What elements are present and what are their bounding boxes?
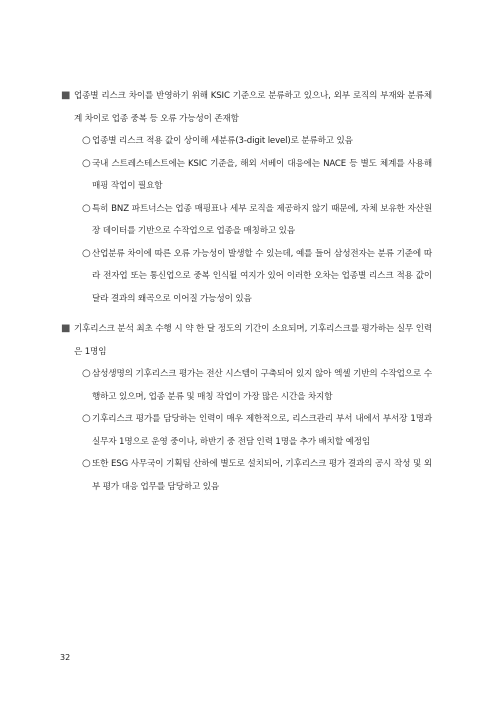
circle-bullet-icon: ○ [82,413,91,424]
sub-bullet [60,363,432,408]
sub-bullet [60,243,432,311]
circle-bullet-icon: ○ [82,135,91,146]
sub-bullet-text: 또한 ESG 사무국이 기획팀 산하에 별도로 설치되어, 기후리스크 평가 결과의 공시 작성 및 외부 평가 대응 업무를 담당하고 있음 [92,459,432,492]
section-industry-classification [60,85,432,310]
sub-bullet-text: 특히 BNZ 파트너스는 업종 매핑표나 세부 로직을 제공하지 않기 때문에, 자체 보유한 자산원장 데이터를 기반으로 수작업으로 업종을 매칭하고 있음 [92,203,432,236]
sub-bullet [60,130,432,153]
sub-bullet-text: 업종별 리스크 적용 값이 상이해 세분류(3-digit level)로 분류하고 있음 [92,136,353,146]
circle-bullet-icon: ○ [82,247,91,259]
circle-bullet-icon: ○ [82,202,91,214]
sub-bullet-text: 국내 스트레스테스트에는 KSIC 기준을, 해외 서베이 대응에는 NACE 등 별도 체계를 사용해 매핑 작업이 필요함 [92,158,432,191]
sub-bullet [60,198,432,243]
square-bullet-icon: ■ [61,323,71,334]
main-bullet-text: 기후리스크 분석 최초 수행 시 약 한 달 정도의 기간이 소요되며, 기후리스크를 평가하는 실무 인력은 1명임 [74,324,432,357]
main-bullet-text: 업종별 리스크 차이를 반영하기 위해 KSIC 기준으로 분류하고 있으나, 외부 로직의 부재와 분류체계 차이로 업종 중복 등 오류 가능성이 존재함 [74,91,432,124]
sub-bullet [60,453,432,498]
sub-bullet-text: 삼성생명의 기후리스크 평가는 전산 시스템이 구축되어 있지 않아 엑셀 기반의 수작업으로 수행하고 있으며, 업종 분류 및 매칭 작업이 가장 많은 시간을 차지함 [92,369,432,402]
section-analysis-workload [60,318,432,498]
circle-bullet-icon: ○ [82,368,91,379]
sub-bullet-text: 산업분류 차이에 따른 오류 가능성이 발생할 수 있는데, 예를 들어 삼성전자는 분류 기준에 따라 전자업 또는 통신업으로 중복 인식될 여지가 있어 이러한 오차는 업종별 리스크 적용 값이 달라 결과의 왜곡으로 이어질 가능성이 있음 [92,248,432,304]
circle-bullet-icon: ○ [82,458,91,469]
circle-bullet-icon: ○ [82,157,91,169]
main-bullet [60,318,432,363]
page-number: 32 [60,653,71,662]
sub-bullet-text: 기후리스크 평가를 담당하는 인력이 매우 제한적으로, 리스크관리 부서 내에서 부서장 1명과 실무자 1명으로 운영 중이나, 하반기 중 전담 인력 1명을 추가 배치할 예정임 [92,414,432,447]
sub-bullet [60,408,432,453]
sub-bullet [60,153,432,198]
square-bullet-icon: ■ [61,90,71,101]
main-bullet [60,85,432,130]
